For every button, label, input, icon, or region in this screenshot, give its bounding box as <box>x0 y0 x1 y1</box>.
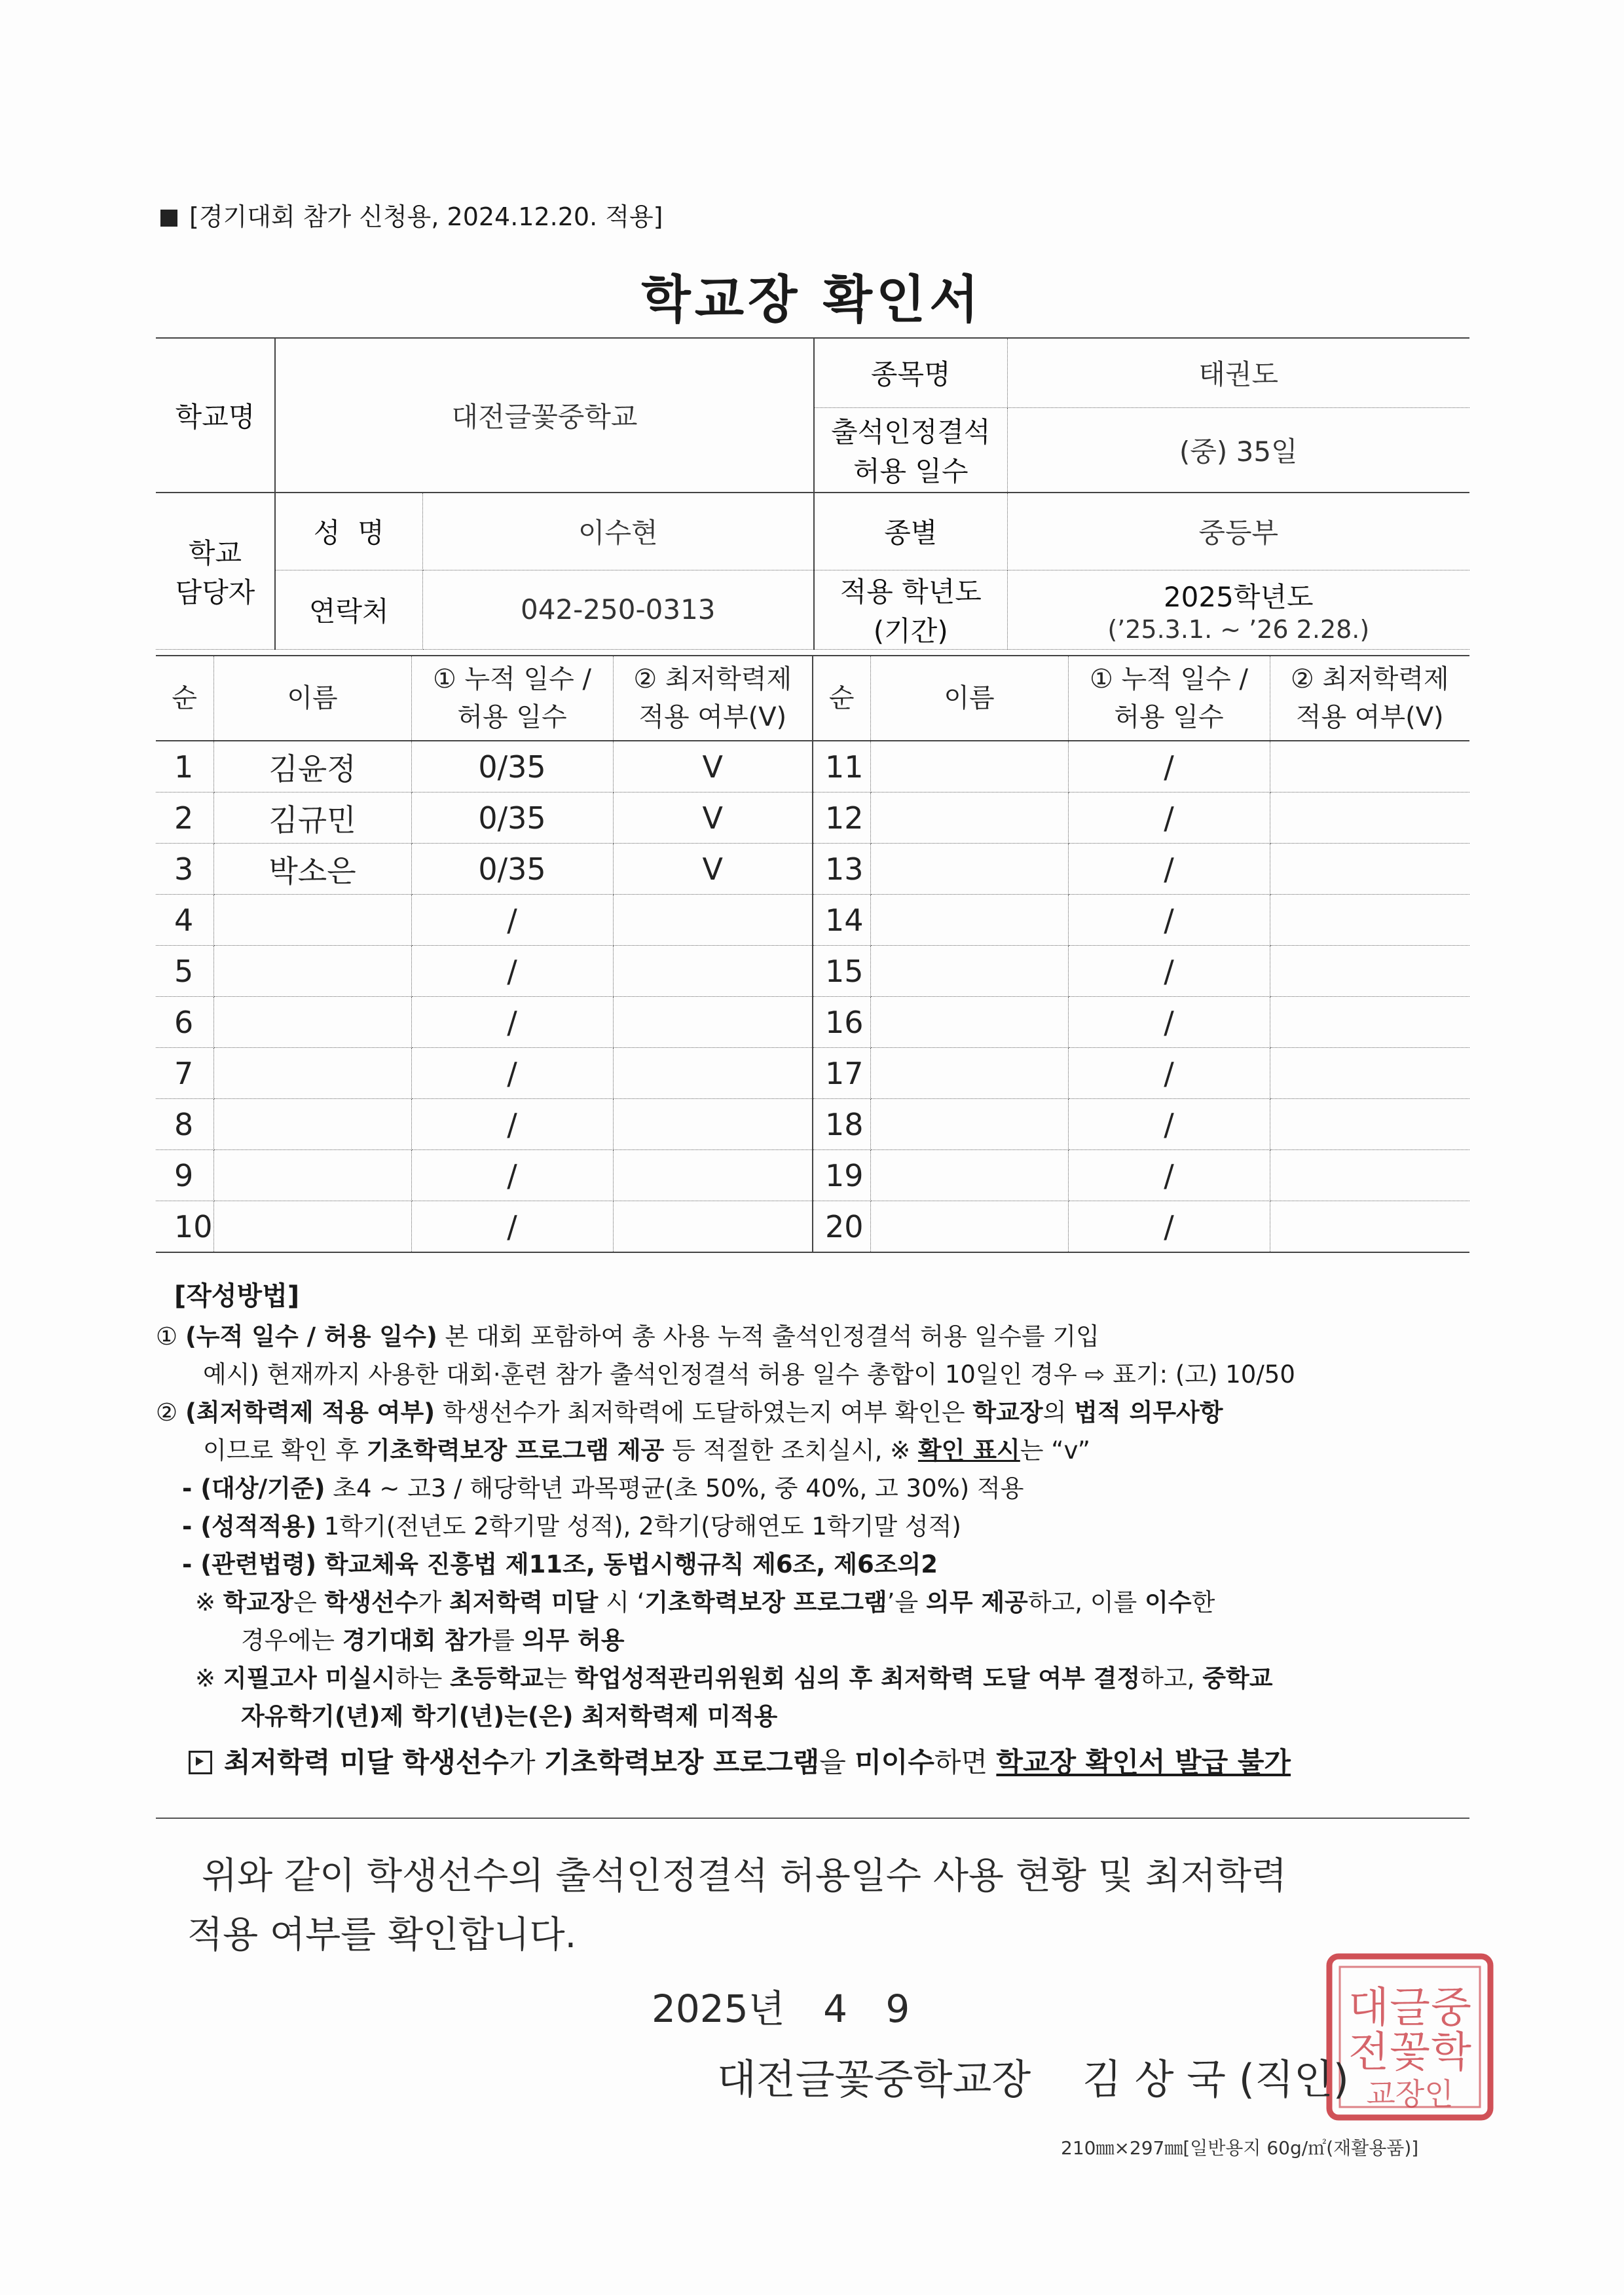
fin-b: 가 <box>508 1746 544 1778</box>
table-row <box>156 997 1469 1048</box>
method-l10-g: 하고, <box>1140 1664 1203 1692</box>
min-academic-check: V <box>613 741 813 793</box>
svg-text:글: 글 <box>1390 1984 1430 2032</box>
row-number: 16 <box>813 997 870 1048</box>
svg-text:교장인: 교장인 <box>1366 2076 1454 2112</box>
min-academic-check <box>1270 741 1469 793</box>
method-l8-k: 하고, 이를 <box>1027 1588 1145 1616</box>
method-line-11 <box>156 1698 1472 1736</box>
row-number: 13 <box>813 844 870 895</box>
fin-f: 하면 <box>934 1746 997 1778</box>
writing-method <box>156 1277 1472 1782</box>
student-table <box>156 655 1469 1253</box>
method-l10-d: 초등학교 <box>450 1664 544 1692</box>
method-l6-text: 1학기(전년도 2학기말 성적), 2학기(당해연도 1학기말 성적) <box>316 1512 961 1540</box>
student-name <box>213 1099 411 1150</box>
row-number: 9 <box>156 1150 213 1201</box>
fin-a: 최저학력 미달 학생선수 <box>224 1746 509 1778</box>
cumulative-days: / <box>1068 741 1270 793</box>
row-number: 7 <box>156 1048 213 1099</box>
row-number: 12 <box>813 793 870 844</box>
method-l8-b: 학교장 <box>223 1588 293 1616</box>
method-l11: 자유학기(년)제 학기(년)는(은) 최저학력제 미적용 <box>241 1702 778 1730</box>
cumulative-days: / <box>1068 1048 1270 1099</box>
method-line-8 <box>156 1584 1472 1622</box>
svg-text:학: 학 <box>1431 2028 1471 2077</box>
method-l8-j: 의무 제공 <box>925 1588 1028 1616</box>
year-value-line1: 2025학년도 <box>1163 580 1314 613</box>
divider <box>156 1818 1469 1819</box>
svg-text:꽃: 꽃 <box>1390 2028 1430 2077</box>
student-name <box>870 1150 1068 1201</box>
table-row <box>156 1099 1469 1150</box>
method-l8-f: 최저학력 미달 <box>449 1588 599 1616</box>
method-l7-text: 학교체육 진흥법 제11조, 동법시행규칙 제6조, 제6조의2 <box>316 1550 938 1578</box>
row-number: 14 <box>813 895 870 946</box>
method-l8-m: 한 <box>1191 1588 1215 1616</box>
cumulative-days: / <box>1068 1150 1270 1201</box>
method-l3-t2: 의 <box>1043 1398 1075 1427</box>
attendance-label <box>814 407 1007 493</box>
category-value: 중등부 <box>1007 493 1469 570</box>
table-header-row <box>156 656 1469 741</box>
category-label: 종별 <box>814 493 1007 570</box>
year-value-line2: (’25.3.1. ~ ’26 2.28.) <box>1107 614 1370 644</box>
row-number: 6 <box>156 997 213 1048</box>
student-name <box>213 1201 411 1253</box>
method-l10-h: 중학교 <box>1202 1664 1273 1692</box>
header-order: 순 <box>156 656 213 741</box>
header-note <box>160 196 663 233</box>
event-label: 종목명 <box>814 338 1007 407</box>
min-academic-check <box>1270 946 1469 997</box>
cumulative-days: / <box>411 946 613 997</box>
min-academic-check <box>1270 1099 1469 1150</box>
method-l4-a: 이므로 확인 후 <box>203 1436 367 1465</box>
student-name <box>870 895 1068 946</box>
method-heading: [작성방법] <box>174 1281 300 1311</box>
method-l10-c: 하는 <box>395 1664 451 1692</box>
cumulative-days: / <box>411 895 613 946</box>
method-line-5 <box>156 1470 1472 1508</box>
min-academic-check <box>1270 1048 1469 1099</box>
confirm-line-2: 적용 여부를 확인합니다. <box>187 1914 577 1956</box>
method-l4-d: 확인 표시 <box>917 1436 1020 1465</box>
method-l3-b3: 법적 의무사항 <box>1074 1398 1223 1427</box>
student-name <box>213 997 411 1048</box>
school-label: 학교명 <box>156 338 275 493</box>
row-number: 10 <box>156 1201 213 1253</box>
method-l8-a: ※ <box>195 1588 223 1616</box>
min-academic-check <box>1270 1201 1469 1253</box>
header-min-2-line2: 적용 여부(V) <box>1295 702 1444 732</box>
fin-e: 미이수 <box>855 1746 934 1778</box>
method-l8-l: 이수 <box>1145 1588 1192 1616</box>
student-name: 김윤정 <box>213 741 411 793</box>
row-number: 20 <box>813 1201 870 1253</box>
table-row <box>156 844 1469 895</box>
table-row <box>156 1150 1469 1201</box>
cumulative-days: / <box>1068 793 1270 844</box>
min-academic-check <box>613 997 813 1048</box>
min-academic-check <box>1270 1150 1469 1201</box>
student-name <box>870 844 1068 895</box>
header-order-2: 순 <box>813 656 870 741</box>
manager-label <box>156 493 275 649</box>
table-row <box>156 1048 1469 1099</box>
student-name <box>870 1099 1068 1150</box>
header-name: 이름 <box>213 656 411 741</box>
table-row <box>156 895 1469 946</box>
year-label-line2: (기간) <box>873 614 948 647</box>
table-row <box>156 1201 1469 1253</box>
header-min-2 <box>1270 656 1469 741</box>
min-academic-check <box>1270 793 1469 844</box>
fin-g: 학교장 확인서 발급 불가 <box>996 1746 1291 1778</box>
method-l5-text: 초4 ~ 고3 / 해당학년 과목평균(초 50%, 중 40%, 고 30%) 적용 <box>325 1474 1024 1502</box>
name-value: 이수현 <box>422 493 814 570</box>
method-l6-bold: - (성적적용) <box>182 1512 317 1540</box>
cumulative-days: 0/35 <box>411 741 613 793</box>
method-line-9 <box>156 1622 1472 1660</box>
header-days-2 <box>1068 656 1270 741</box>
info-table <box>156 337 1469 650</box>
cumulative-days: / <box>1068 1099 1270 1150</box>
circled-one: ① <box>156 1322 178 1351</box>
method-l4-e: 는 “v” <box>1020 1436 1090 1465</box>
page-title: 학교장 확인서 <box>641 271 983 329</box>
square-bullet-icon <box>160 210 177 227</box>
row-number: 19 <box>813 1150 870 1201</box>
method-l10-f: 학업성적관리위원회 심의 후 최저학력 도달 여부 결정 <box>574 1664 1141 1692</box>
cumulative-days: / <box>1068 844 1270 895</box>
cumulative-days: / <box>1068 895 1270 946</box>
cumulative-days: 0/35 <box>411 793 613 844</box>
cumulative-days: / <box>1068 1201 1270 1253</box>
min-academic-check <box>613 946 813 997</box>
method-line-2: 예시) 현재까지 사용한 대회·훈련 참가 출석인정결석 허용 일수 총합이 10일인 경우 ⇨ 표기: (고) 10/50 <box>203 1360 1295 1389</box>
manager-label-line2: 담당자 <box>175 576 255 608</box>
method-line-4 <box>156 1432 1472 1470</box>
method-l9-a: 경우에는 <box>241 1626 342 1654</box>
method-l10-e: 는 <box>544 1664 575 1692</box>
method-l8-g: 시 ‘ <box>598 1588 645 1616</box>
table-row <box>156 946 1469 997</box>
method-final-note <box>156 1744 1472 1782</box>
paper-spec-footer: 210㎜×297㎜[일반용지 60g/㎡(재활용품)] <box>1061 2137 1419 2159</box>
header-min-line1: ② 최저학력제 <box>633 664 792 694</box>
student-rows <box>156 741 1469 1252</box>
manager-label-line1: 학교 <box>188 536 242 569</box>
header-min <box>613 656 813 741</box>
year-label <box>814 570 1007 649</box>
min-academic-check <box>613 1150 813 1201</box>
method-l9-c: 를 <box>491 1626 523 1654</box>
row-number: 15 <box>813 946 870 997</box>
row-number: 11 <box>813 741 870 793</box>
min-academic-check <box>613 1099 813 1150</box>
header-min-line2: 적용 여부(V) <box>638 702 787 732</box>
min-academic-check <box>1270 895 1469 946</box>
cumulative-days: / <box>411 1150 613 1201</box>
method-l3-b2: 학교장 <box>972 1398 1043 1427</box>
svg-text:중: 중 <box>1431 1984 1471 2032</box>
cumulative-days: / <box>1068 946 1270 997</box>
student-name <box>213 946 411 997</box>
table-row <box>156 793 1469 844</box>
attendance-label-line2: 허용 일수 <box>853 455 969 487</box>
row-number: 17 <box>813 1048 870 1099</box>
student-name: 김규민 <box>213 793 411 844</box>
method-line-1 <box>156 1318 1472 1356</box>
method-l3-text: 학생선수가 최저학력에 도달하였는지 여부 확인은 <box>435 1398 973 1427</box>
cumulative-days: / <box>411 997 613 1048</box>
method-l3-bold: (최저학력제 적용 여부) <box>185 1398 435 1427</box>
method-line-10 <box>156 1660 1472 1698</box>
year-value <box>1007 570 1469 649</box>
student-name <box>213 895 411 946</box>
cumulative-days: / <box>411 1099 613 1150</box>
row-number: 8 <box>156 1099 213 1150</box>
student-name <box>870 741 1068 793</box>
year-label-line1: 적용 학년도 <box>840 575 982 608</box>
row-number: 18 <box>813 1099 870 1150</box>
svg-text:대: 대 <box>1348 1984 1389 2032</box>
method-l4-b: 기초학력보장 프로그램 제공 <box>366 1436 665 1465</box>
header-min-2-line1: ② 최저학력제 <box>1290 664 1449 694</box>
min-academic-check <box>1270 844 1469 895</box>
method-l5-bold: - (대상/기준) <box>182 1474 325 1502</box>
student-name <box>870 997 1068 1048</box>
attendance-value: (중) 35일 <box>1007 407 1469 493</box>
header-days <box>411 656 613 741</box>
row-number: 1 <box>156 741 213 793</box>
method-l10-b: 지필고사 미실시 <box>223 1664 396 1692</box>
svg-text:전: 전 <box>1348 2028 1389 2077</box>
method-l8-i: ’을 <box>887 1588 926 1616</box>
confirm-line-1: 위와 같이 학생선수의 출석인정결석 허용일수 사용 현황 및 최저학력 <box>202 1855 1287 1897</box>
signature-line: 대전글꽃중학교장 김 상 국 (직인) <box>717 2055 1349 2103</box>
fin-c: 기초학력보장 프로그램 <box>544 1746 820 1778</box>
student-name <box>213 1150 411 1201</box>
row-number: 4 <box>156 895 213 946</box>
header-days-2-line1: ① 누적 일수 / <box>1089 664 1249 694</box>
method-line-3 <box>156 1394 1472 1432</box>
student-name: 박소은 <box>213 844 411 895</box>
method-line-6 <box>156 1508 1472 1546</box>
row-number: 5 <box>156 946 213 997</box>
contact-value: 042-250-0313 <box>422 570 814 649</box>
student-name <box>870 1201 1068 1253</box>
event-value: 태권도 <box>1007 338 1469 407</box>
table-row <box>156 741 1469 793</box>
method-l10-a: ※ <box>195 1664 223 1692</box>
header-days-line2: 허용 일수 <box>457 702 567 732</box>
header-days-line1: ① 누적 일수 / <box>432 664 592 694</box>
fin-d: 을 <box>819 1746 855 1778</box>
method-line-7 <box>156 1546 1472 1584</box>
student-name <box>870 946 1068 997</box>
min-academic-check <box>613 1201 813 1253</box>
header-days-2-line2: 허용 일수 <box>1114 702 1224 732</box>
cumulative-days: / <box>411 1201 613 1253</box>
header-name-2: 이름 <box>870 656 1068 741</box>
row-number: 2 <box>156 793 213 844</box>
student-name <box>870 793 1068 844</box>
method-l9-b: 경기대회 참가 <box>342 1626 492 1654</box>
method-l7-bold: - (관련법령) <box>182 1550 317 1578</box>
student-name <box>213 1048 411 1099</box>
method-l8-c: 은 <box>293 1588 325 1616</box>
min-academic-check: V <box>613 793 813 844</box>
method-l1-text: 본 대회 포함하여 총 사용 누적 출석인정결석 허용 일수를 기입 <box>437 1322 1099 1351</box>
row-number: 3 <box>156 844 213 895</box>
method-l8-h: 기초학력보장 프로그램 <box>644 1588 887 1616</box>
school-value: 대전글꽃중학교 <box>275 338 814 493</box>
arrow-box-icon <box>189 1751 212 1774</box>
cumulative-days: 0/35 <box>411 844 613 895</box>
min-academic-check <box>613 1048 813 1099</box>
name-label: 성 명 <box>275 493 422 570</box>
student-name <box>870 1048 1068 1099</box>
cumulative-days: / <box>411 1048 613 1099</box>
method-l9-d: 의무 허용 <box>522 1626 625 1654</box>
min-academic-check <box>1270 997 1469 1048</box>
min-academic-check: V <box>613 844 813 895</box>
min-academic-check <box>613 895 813 946</box>
method-l8-d: 학생선수 <box>324 1588 418 1616</box>
header-note-text: [경기대회 참가 신청용, 2024.12.20. 적용] <box>189 202 663 231</box>
issue-date: 2025년 4 9 <box>652 1987 910 2031</box>
contact-label: 연락처 <box>275 570 422 649</box>
attendance-label-line1: 출석인정결석 <box>831 415 991 448</box>
confirmation-statement <box>156 1847 1466 1965</box>
method-l4-c: 등 적절한 조치실시, ※ <box>664 1436 918 1465</box>
method-l8-e: 가 <box>418 1588 449 1616</box>
method-l1-bold: (누적 일수 / 허용 일수) <box>185 1322 437 1351</box>
cumulative-days: / <box>1068 997 1270 1048</box>
circled-two: ② <box>156 1398 178 1427</box>
